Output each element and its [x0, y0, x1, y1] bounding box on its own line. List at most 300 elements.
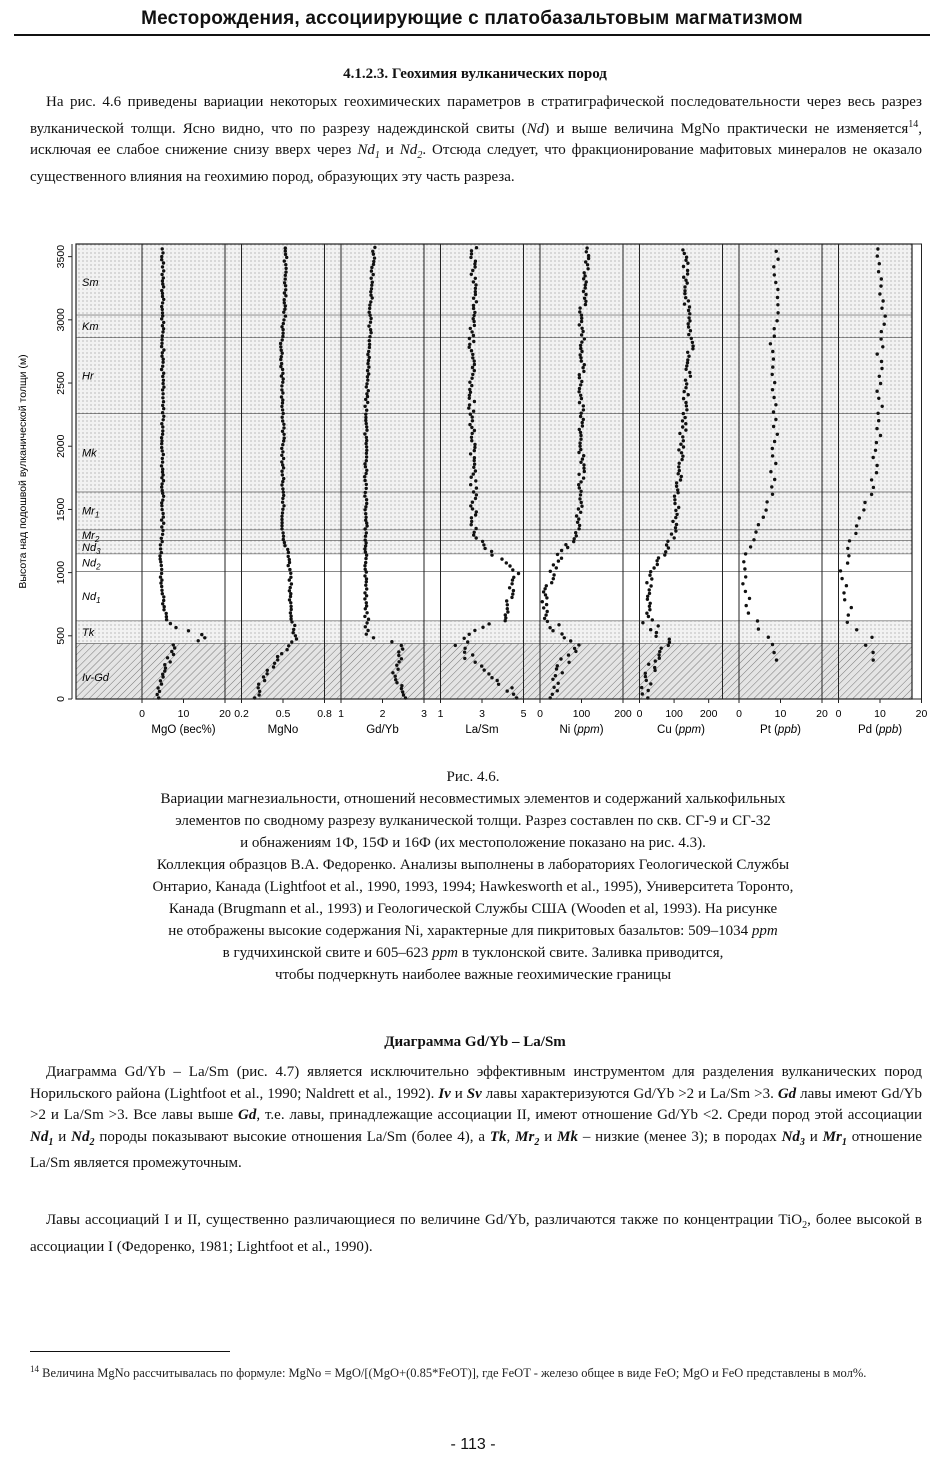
data-point: [870, 493, 873, 496]
caption-text: не отображены высокие содержания Ni, характерные для пикритовых базальтов: 509–1034: [168, 923, 752, 939]
data-point: [666, 540, 669, 543]
data-point: [645, 612, 648, 615]
data-point: [281, 416, 284, 419]
paragraph-2: [30, 1062, 922, 1175]
data-point: [742, 560, 745, 563]
data-point: [684, 422, 687, 425]
data-point: [559, 657, 562, 660]
data-point: [847, 554, 850, 557]
data-point: [401, 690, 404, 693]
data-point: [497, 683, 500, 686]
data-point: [872, 658, 875, 661]
x-axis-unit: ppm: [577, 724, 600, 736]
data-point: [281, 381, 284, 384]
data-point: [280, 395, 283, 398]
data-point: [654, 635, 657, 638]
data-point: [161, 602, 164, 605]
data-point: [160, 338, 163, 341]
data-point: [651, 618, 654, 621]
data-point: [686, 262, 689, 265]
p1-nd: Nd: [526, 120, 545, 137]
data-point: [671, 520, 674, 523]
data-point: [368, 346, 371, 349]
data-point: [160, 258, 163, 261]
data-point: [473, 400, 476, 403]
data-point: [390, 640, 393, 643]
data-point: [160, 289, 163, 292]
data-point: [871, 651, 874, 654]
data-point: [490, 550, 493, 553]
data-point: [282, 318, 285, 321]
data-point: [578, 428, 581, 431]
data-point: [470, 273, 473, 276]
data-point: [545, 603, 548, 606]
formation-label-sub: 2: [94, 534, 100, 544]
data-point: [394, 675, 397, 678]
formation-label: Tk: [82, 627, 95, 640]
data-point: [284, 288, 287, 291]
data-point: [161, 375, 164, 378]
data-point: [283, 308, 286, 311]
data-point: [280, 349, 283, 352]
data-point: [584, 303, 587, 306]
footnote-ref[interactable]: 14: [908, 118, 919, 130]
p3-text: Лавы ассоциаций I и II, существенно различающиеся по величине Gd/Yb, различаются также по концентрации TiO: [46, 1212, 803, 1228]
formation-label-sub: 2: [96, 562, 101, 572]
data-point: [163, 605, 166, 608]
data-point: [366, 379, 369, 382]
data-point: [273, 662, 276, 665]
data-point: [160, 508, 163, 511]
data-point: [282, 477, 285, 480]
data-point: [542, 590, 545, 593]
data-point: [681, 455, 684, 458]
data-point: [372, 253, 375, 256]
data-point: [481, 540, 484, 543]
data-point: [372, 263, 375, 266]
data-point: [649, 682, 652, 685]
data-point: [580, 505, 583, 508]
data-point: [470, 426, 473, 429]
data-point: [468, 343, 471, 346]
data-point: [682, 276, 685, 279]
data-point: [400, 657, 403, 660]
data-point: [368, 311, 371, 314]
p2-nd3-sub: 3: [799, 1136, 805, 1148]
data-point: [549, 570, 552, 573]
data-point: [581, 330, 584, 333]
data-point: [368, 307, 371, 310]
data-point: [473, 446, 476, 449]
data-point: [584, 283, 587, 286]
data-point: [554, 674, 557, 677]
data-point: [363, 494, 366, 497]
data-point: [161, 468, 164, 471]
data-point: [581, 421, 584, 424]
data-point: [282, 377, 285, 380]
data-point: [511, 592, 514, 595]
data-point: [161, 457, 164, 460]
data-point: [771, 388, 774, 391]
figure-caption: [30, 766, 916, 986]
data-point: [280, 447, 283, 450]
data-point: [471, 507, 474, 510]
data-point: [280, 515, 283, 518]
data-point: [160, 368, 163, 371]
data-point: [585, 250, 588, 253]
data-point: [774, 418, 777, 421]
data-point: [471, 653, 474, 656]
data-point: [876, 412, 879, 415]
data-point: [582, 418, 585, 421]
data-point: [757, 627, 760, 630]
data-point: [164, 666, 167, 669]
p3-sub: 2: [802, 1220, 808, 1231]
data-point: [280, 454, 283, 457]
data-point: [371, 281, 374, 284]
data-point: [756, 619, 759, 622]
data-point: [881, 299, 884, 302]
data-point: [647, 615, 650, 618]
data-point: [159, 679, 162, 682]
data-point: [684, 279, 687, 282]
data-point: [470, 330, 473, 333]
data-point: [363, 574, 366, 577]
data-point: [289, 576, 292, 579]
data-point: [472, 297, 475, 300]
data-point: [546, 610, 549, 613]
data-point: [282, 439, 285, 442]
data-point: [373, 256, 376, 259]
data-point: [473, 363, 476, 366]
data-point: [876, 247, 879, 250]
data-point: [290, 582, 293, 585]
p1-nd2: Nd: [399, 142, 418, 158]
y-tick-label: 500: [55, 627, 67, 645]
data-point: [279, 365, 282, 368]
data-point: [281, 332, 284, 335]
data-point: [365, 422, 368, 425]
data-point: [161, 382, 164, 385]
data-point: [290, 608, 293, 611]
data-point: [876, 254, 879, 257]
data-point: [472, 490, 475, 493]
data-point: [368, 339, 371, 342]
p2-text: ,: [506, 1128, 516, 1145]
x-tick-label: 200: [614, 708, 632, 720]
data-point: [469, 413, 472, 416]
data-point: [159, 547, 162, 550]
data-point: [689, 329, 692, 332]
data-point: [653, 666, 656, 669]
data-point: [363, 432, 366, 435]
p1-nd1: Nd: [357, 142, 375, 158]
data-point: [160, 317, 163, 320]
data-point: [688, 312, 691, 315]
data-point: [285, 648, 288, 651]
data-point: [512, 576, 515, 579]
data-point: [281, 450, 284, 453]
data-point: [160, 525, 163, 528]
x-axis-label: Gd/Yb: [366, 724, 399, 736]
data-point: [749, 545, 752, 548]
data-point: [683, 416, 686, 419]
data-point: [365, 445, 368, 448]
data-point: [162, 479, 165, 482]
data-point: [473, 449, 476, 452]
data-point: [577, 390, 580, 393]
formation-label: Mk: [82, 447, 97, 460]
data-point: [160, 551, 163, 554]
data-point: [577, 483, 580, 486]
p1-nd2-sub: 2: [417, 150, 423, 161]
data-point: [369, 290, 372, 293]
data-point: [284, 263, 287, 266]
data-point: [367, 365, 370, 368]
data-point: [364, 568, 367, 571]
y-tick-label: 2500: [55, 371, 67, 395]
data-point: [684, 368, 687, 371]
data-point: [678, 462, 681, 465]
data-point: [880, 330, 883, 333]
data-point: [174, 626, 177, 629]
data-point: [687, 322, 690, 325]
data-point: [667, 546, 670, 549]
data-point: [200, 633, 203, 636]
data-point: [846, 621, 849, 624]
data-point: [160, 342, 163, 345]
data-point: [197, 639, 200, 642]
data-point: [364, 398, 367, 401]
data-point: [161, 396, 164, 399]
data-point: [363, 615, 366, 618]
data-point: [162, 595, 165, 598]
data-point: [281, 501, 284, 504]
data-point: [556, 553, 559, 556]
data-point: [776, 288, 779, 291]
x-tick-label: 5: [520, 708, 527, 720]
data-point: [280, 460, 283, 463]
data-point: [161, 314, 164, 317]
data-point: [505, 561, 508, 564]
data-point: [285, 256, 288, 259]
data-point: [551, 693, 554, 696]
data-point: [579, 356, 582, 359]
x-tick-label: 100: [665, 708, 683, 720]
x-axis-paren: ): [701, 724, 705, 736]
data-point: [850, 606, 853, 609]
data-point: [161, 308, 164, 311]
data-point: [367, 350, 370, 353]
data-point: [645, 581, 648, 584]
data-point: [678, 432, 681, 435]
data-point: [583, 271, 586, 274]
data-point: [284, 249, 287, 252]
data-point: [687, 355, 690, 358]
data-point: [649, 602, 652, 605]
data-point: [161, 411, 164, 414]
data-point: [658, 650, 661, 653]
data-point: [773, 273, 776, 276]
data-point: [551, 678, 554, 681]
data-point: [160, 422, 163, 425]
data-point: [366, 362, 369, 365]
data-point: [858, 516, 861, 519]
data-point: [579, 383, 582, 386]
data-point: [468, 394, 471, 397]
data-point: [473, 459, 476, 462]
data-point: [288, 558, 291, 561]
data-point: [773, 334, 776, 337]
data-point: [681, 435, 684, 438]
data-point: [281, 487, 284, 490]
data-point: [682, 265, 685, 268]
data-point: [864, 644, 867, 647]
data-point: [365, 382, 368, 385]
x-tick-label: 0: [835, 708, 842, 720]
data-point: [161, 324, 164, 327]
data-point: [644, 672, 647, 675]
data-point: [771, 454, 774, 457]
data-point: [367, 372, 370, 375]
data-point: [161, 673, 164, 676]
data-point: [483, 547, 486, 550]
data-point: [862, 508, 865, 511]
data-point: [687, 316, 690, 319]
p2-text: и: [53, 1128, 72, 1145]
data-point: [162, 327, 165, 330]
data-point: [578, 323, 581, 326]
data-point: [544, 613, 547, 616]
data-point: [395, 681, 398, 684]
data-point: [682, 439, 685, 442]
data-point: [365, 611, 368, 614]
data-point: [401, 647, 404, 650]
data-point: [282, 426, 285, 429]
data-point: [162, 400, 165, 403]
data-point: [470, 516, 473, 519]
data-point: [366, 369, 369, 372]
data-point: [469, 483, 472, 486]
data-point: [543, 617, 546, 620]
data-point: [366, 395, 369, 398]
data-point: [169, 660, 172, 663]
data-point: [470, 377, 473, 380]
data-point: [282, 311, 285, 314]
data-point: [371, 250, 374, 253]
data-point: [395, 664, 398, 667]
data-point: [840, 577, 843, 580]
data-point: [364, 419, 367, 422]
data-point: [685, 364, 688, 367]
data-point: [276, 658, 279, 661]
p2-mr1: Mr: [822, 1128, 842, 1145]
data-point: [363, 547, 366, 550]
paragraph-1: [30, 92, 922, 188]
data-point: [674, 526, 677, 529]
header-rule: [14, 34, 930, 36]
data-point: [687, 333, 690, 336]
data-point: [748, 597, 751, 600]
data-point: [684, 379, 687, 382]
data-point: [582, 467, 585, 470]
data-point: [685, 408, 688, 411]
data-point: [644, 675, 647, 678]
data-point: [159, 581, 162, 584]
data-point: [685, 382, 688, 385]
data-point: [677, 448, 680, 451]
data-point: [160, 589, 163, 592]
caption-line: элементов по сводному разрезу вулканической толщи. Разрез составлен по скв. СГ-9 и СГ-32: [175, 813, 771, 829]
data-point: [160, 572, 163, 575]
data-point: [161, 449, 164, 452]
data-point: [506, 610, 509, 613]
data-point: [282, 412, 285, 415]
formation-band: [76, 492, 912, 530]
data-point: [668, 641, 671, 644]
data-point: [647, 663, 650, 666]
data-point: [550, 581, 553, 584]
data-point: [877, 397, 880, 400]
data-point: [370, 287, 373, 290]
data-point: [773, 440, 776, 443]
x-tick-label: 0: [636, 708, 643, 720]
data-point: [365, 587, 368, 590]
data-point: [161, 282, 164, 285]
data-point: [745, 604, 748, 607]
data-point: [369, 321, 372, 324]
data-point: [648, 588, 651, 591]
data-point: [879, 382, 882, 385]
data-point: [504, 619, 507, 622]
data-point: [281, 473, 284, 476]
data-point: [162, 407, 165, 410]
data-point: [364, 416, 367, 419]
data-point: [578, 387, 581, 390]
data-point: [469, 452, 472, 455]
caption-line: и обнажениям 1Ф, 15Ф и 16Ф (их местоположение показано на рис. 4.3).: [240, 835, 706, 851]
data-point: [762, 516, 765, 519]
data-point: [173, 646, 176, 649]
data-point: [881, 345, 884, 348]
data-point: [555, 566, 558, 569]
caption-ppm: ppm: [432, 945, 458, 961]
data-point: [160, 482, 163, 485]
data-point: [161, 533, 164, 536]
data-point: [363, 475, 366, 478]
data-point: [855, 524, 858, 527]
data-point: [289, 572, 292, 575]
data-point: [545, 584, 548, 587]
caption-text: в гудчихинской свите и 605–623: [222, 945, 433, 961]
data-point: [287, 555, 290, 558]
data-point: [510, 596, 513, 599]
data-point: [475, 493, 478, 496]
data-point: [505, 599, 508, 602]
data-point: [872, 456, 875, 459]
data-point: [280, 652, 283, 655]
data-point: [754, 530, 757, 533]
data-point: [280, 518, 283, 521]
data-point: [684, 401, 687, 404]
data-point: [675, 485, 678, 488]
data-point: [365, 577, 368, 580]
data-point: [365, 439, 368, 442]
data-point: [397, 654, 400, 657]
data-point: [290, 620, 293, 623]
formation-band: [76, 338, 912, 414]
x-tick-label: 20: [816, 708, 828, 720]
